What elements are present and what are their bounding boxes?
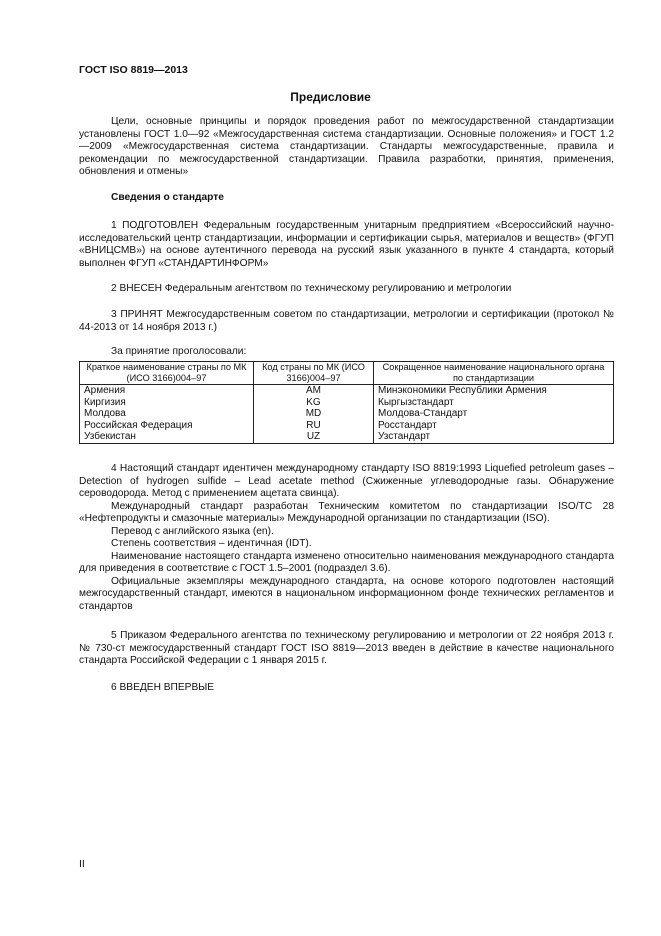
table-cell-code: AM bbox=[254, 385, 374, 397]
vote-label-block bbox=[79, 346, 614, 359]
voting-table bbox=[79, 361, 614, 444]
table-cell-body: Росстандарт bbox=[374, 420, 614, 432]
table-cell-code: MD bbox=[254, 408, 374, 420]
table-cell-country: Узбекистан bbox=[80, 431, 254, 443]
table-cell-country: Армения bbox=[80, 385, 254, 397]
item-4-committee: Международный стандарт разработан Техническим комитетом по стандартизации ISO/TC 28 «Нефтепродукты и смазочные материалы» Международной организации по стандартизации (ISO). bbox=[79, 500, 614, 524]
table-cell-code: UZ bbox=[254, 431, 374, 443]
item-4-official-copies: Официальные экземпляры международного стандарта, на основе которого подготовлен настоящий межгосударственный стандарт, имеются в национальном информационном фонде технических регламентов и стандартов bbox=[79, 575, 614, 612]
standard-designation: ГОСТ ISO 8819—2013 bbox=[79, 64, 188, 76]
item-2-text: 2 ВНЕСЕН Федеральным агентством по техническому регулированию и метрологии bbox=[111, 283, 512, 294]
table-header-row bbox=[80, 362, 614, 385]
item-6 bbox=[79, 682, 614, 695]
table-cell-body: Молдова-Стандарт bbox=[374, 408, 614, 420]
voting-table-wrap bbox=[79, 361, 614, 444]
item-5-text: 5 Приказом Федерального агентства по техническому регулированию и метрологии от 22 ноября 2013 г. № 730-ст межгосударственный стандарт ГОСТ ISO 8819—2013 введен в действие в качестве национального стандарта Российской Федерации с 1 января 2015 г. bbox=[79, 630, 614, 666]
page-number: II bbox=[79, 858, 85, 870]
item-4-title-change: Наименование настоящего стандарта изменено относительно наименования международного стандарта для приведения в соответствие с ГОСТ 1.5–2001 (подраздел 3.6). bbox=[79, 550, 614, 574]
vote-label: За принятие проголосовали: bbox=[111, 346, 247, 357]
table-header-body: Сокращенное наименование национального органа по стандартизации bbox=[374, 362, 614, 385]
table-row bbox=[80, 385, 614, 397]
intro-text: Цели, основные принципы и порядок проведения работ по межгосударственной стандартизации установлены ГОСТ 1.0—92 «Межгосударственная система стандартизации. Основные положения» и ГОСТ 1.2—2009 «Межгосударственная система стандартизации. Стандарты межгосударственные, правила и рекомендации по межгосударственной стандартизации. Правила разработки, принятия, применения, обновления и отмены» bbox=[79, 116, 614, 177]
section-subtitle: Сведения о стандарте bbox=[111, 192, 224, 203]
item-3 bbox=[79, 309, 614, 334]
table-row bbox=[80, 420, 614, 432]
table-cell-country: Молдова bbox=[80, 408, 254, 420]
item-5 bbox=[79, 630, 614, 668]
item-2 bbox=[79, 283, 614, 296]
intro-paragraph bbox=[79, 116, 614, 179]
table-cell-body: Минэкономики Республики Армения bbox=[374, 385, 614, 397]
table-row bbox=[80, 408, 614, 420]
table-cell-body: Кыргызстандарт bbox=[374, 397, 614, 409]
table-header-code: Код страны по МК (ИСО 3166)004–97 bbox=[254, 362, 374, 385]
section-subtitle-block bbox=[79, 192, 614, 205]
table-cell-country: Киргизия bbox=[80, 397, 254, 409]
table-row bbox=[80, 431, 614, 443]
item-1 bbox=[79, 220, 614, 270]
table-row bbox=[80, 397, 614, 409]
table-header-country: Краткое наименование страны по МК (ИСО 3166)004–97 bbox=[80, 362, 254, 385]
table-cell-code: RU bbox=[254, 420, 374, 432]
table-cell-body: Узстандарт bbox=[374, 431, 614, 443]
item-1-text: 1 ПОДГОТОВЛЕН Федеральным государственным унитарным предприятием «Всероссийский научно-исследовательский центр стандартизации, информации и сертификации сырья, материалов и веществ» (ФГУП «ВНИЦСМВ») на основе аутентичного перевода на русский язык указанного в пункте 4 стандарта, который выполнен ФГУП «СТАНДАРТИНФОРМ» bbox=[79, 220, 614, 269]
table-cell-country: Российская Федерация bbox=[80, 420, 254, 432]
item-3-text: 3 ПРИНЯТ Межгосударственным советом по стандартизации, метрологии и сертификации (протокол № 44-2013 от 14 ноября 2013 г.) bbox=[79, 309, 614, 333]
item-6-text: 6 ВВЕДЕН ВПЕРВЫЕ bbox=[111, 682, 215, 693]
item-4-translation: Перевод с английского языка (en). bbox=[111, 525, 274, 537]
item-4 bbox=[79, 463, 614, 613]
item-4-conformity: Степень соответствия – идентичная (IDT). bbox=[111, 538, 312, 549]
item-4-text: 4 Настоящий стандарт идентичен международному стандарту ISO 8819:1993 Liquefied petroleum gases – Detection of hydrogen sulfide – Lead acetate method (Сжиженные углеводородные газы. Обнаружение сероводорода. Метод с применением ацетата свинца). bbox=[79, 463, 614, 499]
table-cell-code: KG bbox=[254, 397, 374, 409]
page-title: Предисловие bbox=[290, 90, 371, 104]
